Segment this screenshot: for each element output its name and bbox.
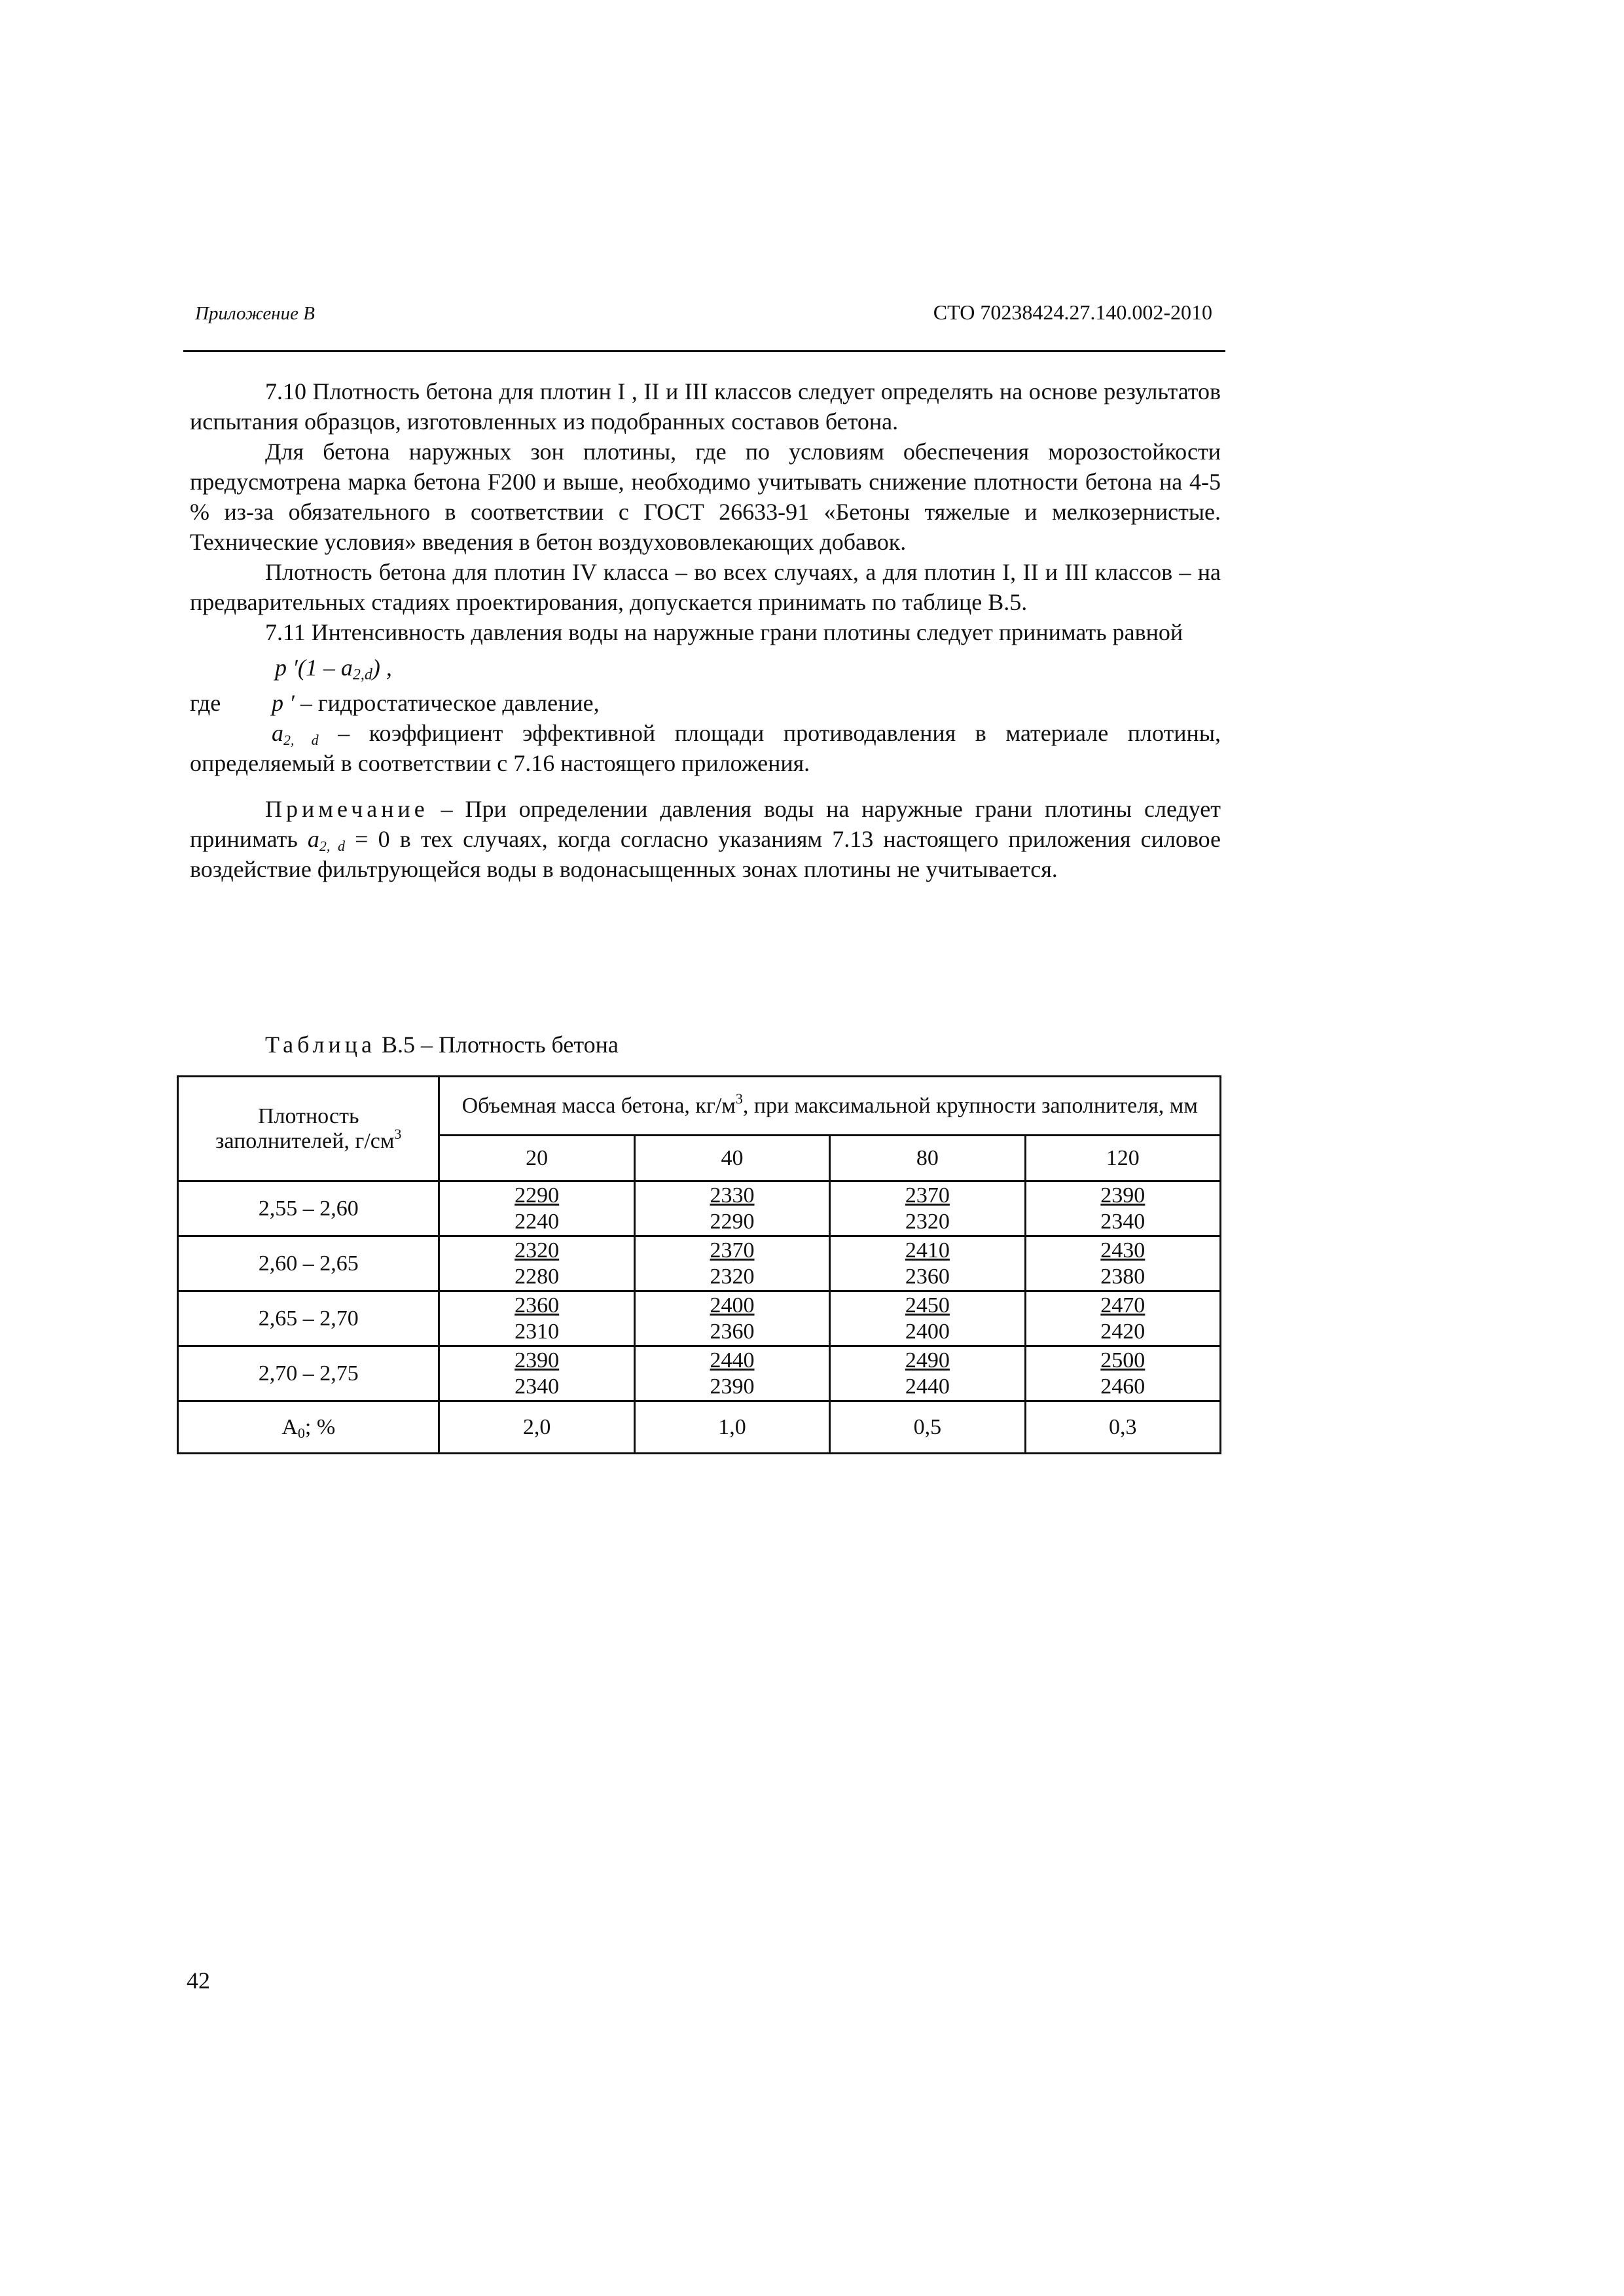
range-cell: 2,70 – 2,75 (178, 1346, 439, 1401)
column-header: 40 (634, 1136, 829, 1181)
concrete-density-table (177, 1075, 1221, 1454)
where-label: где (190, 690, 221, 716)
page-header (183, 298, 1225, 337)
value-cell: 2430 2380 (1025, 1236, 1220, 1291)
body-text (190, 376, 1221, 884)
value-cell: 2290 2240 (439, 1181, 634, 1236)
column-header: 120 (1025, 1136, 1220, 1181)
table-row (178, 1236, 1221, 1291)
table-caption: Таблица В.5 – Плотность бетона (265, 1031, 619, 1058)
header-divider (183, 350, 1225, 352)
paragraph-7-10: 7.10 Плотность бетона для плотин I , II и III классов следует определять на основе результатов испытания образцов, изготовленных из подобранных составов бетона. (190, 378, 1221, 435)
value-cell: 2330 2290 (634, 1181, 829, 1236)
value-cell: 2450 2400 (830, 1291, 1025, 1346)
header-document-code: СТО 70238424.27.140.002-2010 (933, 300, 1212, 324)
value-cell: 2440 2390 (634, 1346, 829, 1401)
where-term-2: $a_{2, d}$ – коэффициент эффективной площади противодавления в материале плотины, определяемый в соответствии с 7.16 настоящего приложения. (190, 720, 1221, 776)
group-header-cell: Объемная масса бетона, $кг/м^3$, при максимальной крупности заполнителя, мм (439, 1077, 1221, 1136)
table-row-a0 (178, 1401, 1221, 1454)
paragraph-outer-zones: Для бетона наружных зон плотины, где по условиям обеспечения морозостойкости предусмотрена марка бетона F200 и выше, необходимо учитывать снижение плотности бетона на 4-5 % из-за обязательного в соответствии с ГОСТ 26633-91 «Бетоны тяжелые и мелкозернистые. Технические условия» введения в бетон воздухововлекающих добавок. (190, 439, 1221, 555)
table-row (178, 1181, 1221, 1236)
column-header: 80 (830, 1136, 1025, 1181)
value-cell: 2320 2280 (439, 1236, 634, 1291)
value-cell: 2500 2460 (1025, 1346, 1220, 1401)
value-cell: 2370 2320 (830, 1181, 1025, 1236)
value-cell: 2470 2420 (1025, 1291, 1220, 1346)
table-header-row (178, 1077, 1221, 1136)
row-header-cell: Плотность заполнителей, $г/см^3$ (178, 1077, 439, 1181)
column-header: 20 (439, 1136, 634, 1181)
note-paragraph: Примечание – При определении давления воды на наружные грани плотины следует принимать $a_{2, d} = 0$ в тех случаях, когда согласно указаниям 7.13 настоящего приложения силовое воздействие фильтрующейся воды в водонасыщенных зонах плотины не учитывается. (190, 796, 1221, 882)
value-cell: 2490 2440 (830, 1346, 1025, 1401)
paragraph-7-11: 7.11 Интенсивность давления воды на наружные грани плотины следует принимать равной (265, 619, 1183, 645)
table-row (178, 1291, 1221, 1346)
range-cell: 2,65 – 2,70 (178, 1291, 439, 1346)
header-appendix-label: Приложение В (195, 303, 315, 324)
a0-value-cell: 0,3 (1025, 1401, 1220, 1454)
paragraph-class-iv: Плотность бетона для плотин IV класса – во всех случаях, а для плотин I, II и III классов – на предварительных стадиях проектирования, допускается принимать по таблице В.5. (190, 559, 1221, 615)
a0-value-cell: 1,0 (634, 1401, 829, 1454)
value-cell: 2410 2360 (830, 1236, 1025, 1291)
value-cell: 2360 2310 (439, 1291, 634, 1346)
a0-label-cell: $А_0$; % (178, 1401, 439, 1454)
value-cell: 2390 2340 (1025, 1181, 1220, 1236)
value-cell: 2390 2340 (439, 1346, 634, 1401)
range-cell: 2,55 – 2,60 (178, 1181, 439, 1236)
note-label: Примечание (265, 796, 429, 822)
a0-value-cell: 0,5 (830, 1401, 1025, 1454)
range-cell: 2,60 – 2,65 (178, 1236, 439, 1291)
value-cell: 2400 2360 (634, 1291, 829, 1346)
a0-value-cell: 2,0 (439, 1401, 634, 1454)
where-term-1: где p ′ – гидростатическое давление, (190, 688, 1221, 718)
page-number: 42 (187, 1967, 210, 1994)
value-cell: 2370 2320 (634, 1236, 829, 1291)
pressure-formula: p $'(1 - a_{2,d})$ , (275, 655, 392, 683)
table-row (178, 1346, 1221, 1401)
